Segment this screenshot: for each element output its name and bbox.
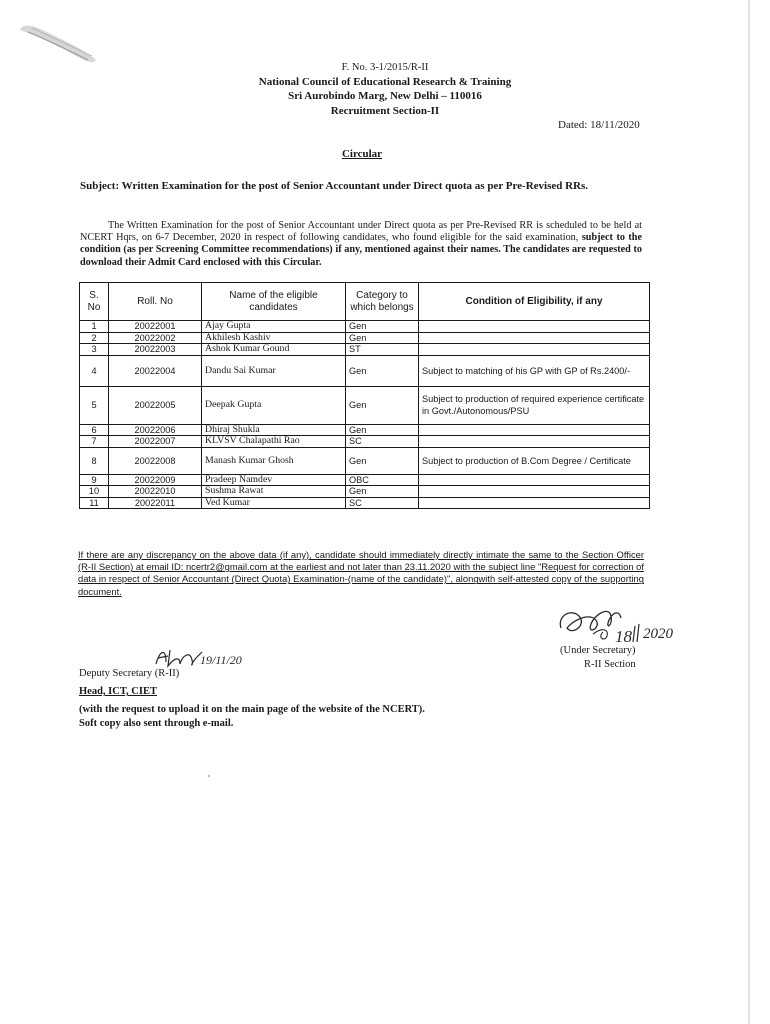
discrepancy-note: If there are any discrepancy on the above data (if any), candidate should immediately directly intimate the same to the Section Officer (R-II Section) at email ID: ncertr2@gmail.com at the earliest and not later than 23.11.2020 with the subject line "Request for correction of data in respect of Senior Accountant (Direct Quota) Examination-(name of the candidate)", alongwith self-attested copy of the supporting document. — [78, 549, 644, 597]
cell-sno: 4 — [80, 355, 109, 386]
cell-roll: 20022004 — [109, 355, 202, 386]
cell-name: Deepak Gupta — [202, 386, 346, 424]
body-paragraph — [80, 220, 642, 269]
cell-sno: 1 — [80, 321, 109, 333]
deputy-secretary: Deputy Secretary (R-II) — [79, 668, 180, 679]
cell-name: Ashok Kumar Gound — [202, 344, 346, 356]
cell-roll: 20022005 — [109, 386, 202, 424]
cell-roll: 20022011 — [109, 497, 202, 509]
cell-condition — [419, 344, 650, 356]
table-row — [80, 474, 650, 486]
addressee-head: Head, ICT, CIET — [79, 686, 157, 697]
cell-roll: 20022001 — [109, 321, 202, 333]
table-row — [80, 447, 650, 474]
cell-condition — [419, 474, 650, 486]
cell-category: Gen — [346, 386, 419, 424]
cell-condition: Subject to matching of his GP with GP of Rs.2400/- — [419, 355, 650, 386]
cell-category: SC — [346, 497, 419, 509]
table-row — [80, 436, 650, 448]
cell-category: SC — [346, 436, 419, 448]
cell-roll: 20022002 — [109, 332, 202, 344]
col-condition: Condition of Eligibility, if any — [419, 283, 650, 321]
svg-text:18: 18 — [615, 627, 632, 646]
table-row — [80, 344, 650, 356]
organization-address: Sri Aurobindo Marg, New Delhi – 110016 — [288, 90, 482, 102]
cell-category: OBC — [346, 474, 419, 486]
cell-roll: 20022008 — [109, 447, 202, 474]
body-text: The Written Examination for the post of Senior Accountant under Direct quota as per Pre-Revised RR is scheduled to be held at NCERT Hqrs, on 6-7 December, 2020 in respect of following candidates, who found eligible for the said examination, — [80, 220, 642, 244]
table-header-row — [80, 283, 650, 321]
softcopy-note: Soft copy also sent through e-mail. — [79, 718, 234, 729]
addressee-request: (with the request to upload it on the main page of the website of the NCERT). — [79, 704, 425, 715]
cell-name: Ajay Gupta — [202, 321, 346, 333]
cell-sno: 11 — [80, 497, 109, 509]
cell-condition — [419, 486, 650, 498]
cell-name: Pradeep Namdev — [202, 474, 346, 486]
table-row — [80, 386, 650, 424]
cell-category: Gen — [346, 355, 419, 386]
cell-roll: 20022010 — [109, 486, 202, 498]
cell-condition: Subject to production of B.Com Degree / Certificate — [419, 447, 650, 474]
cell-sno: 10 — [80, 486, 109, 498]
body-bold-text: subject to the condition (as per Screening Committee recommendations) if any, mentioned against their names. The candidates are requested to download their Admit Card enclosed with this Circular. — [80, 232, 642, 268]
signatory-title: (Under Secretary) — [560, 645, 636, 656]
svg-text:19/11/20: 19/11/20 — [200, 653, 242, 667]
cell-sno: 2 — [80, 332, 109, 344]
cell-category: ST — [346, 344, 419, 356]
cell-roll: 20022003 — [109, 344, 202, 356]
col-category: Category to which belongs — [346, 283, 419, 321]
cell-sno: 7 — [80, 436, 109, 448]
cell-roll: 20022006 — [109, 424, 202, 436]
table-row — [80, 355, 650, 386]
cell-condition — [419, 497, 650, 509]
col-roll: Roll. No — [109, 283, 202, 321]
date-line: Dated: 18/11/2020 — [558, 119, 640, 131]
table-row — [80, 332, 650, 344]
cell-condition: Subject to production of required experience certificate in Govt./Autonomous/PSU — [419, 386, 650, 424]
cell-name: Akhilesh Kashiv — [202, 332, 346, 344]
svg-text:2020: 2020 — [643, 626, 673, 642]
scan-smudge — [18, 22, 98, 66]
candidates-table — [79, 282, 650, 509]
cell-name: Sushma Rawat — [202, 486, 346, 498]
cell-sno: 9 — [80, 474, 109, 486]
cell-category: Gen — [346, 321, 419, 333]
table-row — [80, 321, 650, 333]
scan-speck — [208, 775, 210, 777]
section-name: Recruitment Section-II — [330, 105, 440, 117]
cell-name: Dandu Sai Kumar — [202, 355, 346, 386]
cell-name: Dhiraj Shukla — [202, 424, 346, 436]
cell-roll: 20022009 — [109, 474, 202, 486]
col-name: Name of the eligible candidates — [202, 283, 346, 321]
cell-condition — [419, 436, 650, 448]
cell-condition — [419, 424, 650, 436]
signatory-section: R-II Section — [584, 659, 636, 670]
col-sno: S. No — [80, 283, 109, 321]
cell-name: KLVSV Chalapathi Rao — [202, 436, 346, 448]
file-number: F. No. 3-1/2015/R-II — [341, 62, 429, 73]
table-row — [80, 497, 650, 509]
cell-roll: 20022007 — [109, 436, 202, 448]
subject-line: Subject: Written Examination for the post of Senior Accountant under Direct quota as per Pre-Revised RRs. — [80, 180, 589, 192]
circular-title: Circular — [341, 148, 383, 160]
cell-name: Ved Kumar — [202, 497, 346, 509]
table-row — [80, 424, 650, 436]
cell-category: Gen — [346, 486, 419, 498]
table-body — [80, 321, 650, 509]
organization-name: National Council of Educational Research & Training — [258, 76, 512, 88]
cell-category: Gen — [346, 332, 419, 344]
cell-name: Manash Kumar Ghosh — [202, 447, 346, 474]
cell-sno: 5 — [80, 386, 109, 424]
cell-category: Gen — [346, 424, 419, 436]
cell-category: Gen — [346, 447, 419, 474]
cell-sno: 3 — [80, 344, 109, 356]
page-edge — [748, 0, 750, 1024]
table-row — [80, 486, 650, 498]
cell-condition — [419, 321, 650, 333]
cell-sno: 8 — [80, 447, 109, 474]
cell-condition — [419, 332, 650, 344]
cell-sno: 6 — [80, 424, 109, 436]
